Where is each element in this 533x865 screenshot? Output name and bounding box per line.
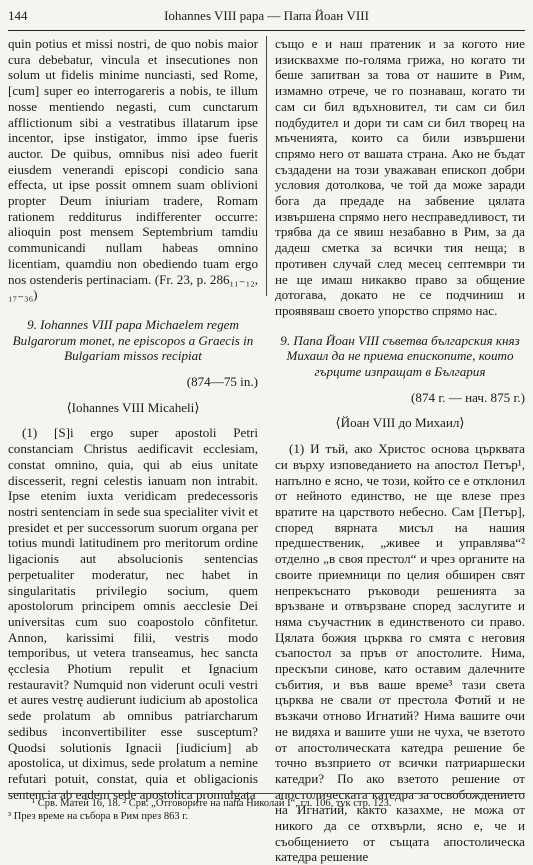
latin-column: [8, 36, 258, 802]
page-number: 144: [8, 8, 28, 23]
header-rule: [8, 30, 525, 31]
bulgarian-section-title: 9. Папа Йоан VIII съветва българския княз Михаил да не приема епископите, които гърците изпращат в България: [280, 332, 520, 380]
bulgarian-date: (874 г. — нач. 875 г.): [411, 389, 525, 405]
running-head: Iohannes VIII papa — Папа Йоан VIII: [164, 8, 369, 23]
bulgarian-body-paragraph: (1) И тъй, ако Христос основа църквата си върху изповеданието на апостол Петър¹, напълно е ясно, че този, който се е отклонил от нейното единство, не ще влезе през вратите на царството небесно. Сам [Петър], според вярната мисъл на нашия предшественик, „живее и управлява“² отделно „в своя престол“ и чрез органите на своите приемници по целия обширен свят непрекъснато ръководи решенията за връзване и отвързване според заслугите и няма съучастник в единственото си право. Цялата божия църква го смята с неговия съапостол за пръв от апостолите. Нима, прескъпи синове, като оставим далечните събития, и във ваше време³ тази света църква не свали от престола Фотий и не възкачи отново Игнатий? Нима вашите очи не видяха и вашите уши не чуха, че взетото от апостолическата катедра решение бе точно възприето от всички патриаршески катедри? По ако взетото решение от апостолическата катедра за освобождението на Игнатий, както казахме, не можа от никого да се отхвърли, ясно е, че и съобщението от същата апостолическа катедра решение: [275, 441, 525, 865]
bulgarian-addressee: ⟨Йоан VIII до Михаил⟩: [335, 415, 465, 431]
latin-continuation-paragraph: quin potius et missi nostri, de quo nobis maior cura debebatur, vincula et insecutiones non solum ut fidelis minime nunciasti, sed Rome, [cum] super eo interrogareris a nobis, te illum nosse mentiendo negasti, cum cunctarum afflictionum sibi a vestratibus illatarum ipse incentor, ipse instigator, immo ipse fueris auctor. De quibus, omnibus nisi adeo fuerit eiusdem venerandi episcopi condicio sana effecta, ut ipse possit omnem suam oblivioni propter Deum iniuriam tradere, Romam rationem redditurus indifferenter occurre: alioquin post mensem Septembrium tamdiu communicandi nullam habeas omnino licentiam, quamdiu non obediendo tuam ergo nos ostenderis pertinaciam. (Fr. 23, p. 286₁₁₋₁₂, ₁₇₋₃₆): [8, 36, 258, 303]
page-header: [8, 5, 525, 27]
latin-body-paragraph: (1) [S]i ergo super apostoli Petri constanciam Christus aedificavit ecclesiam, constat omnino, quia, qui ab eius unitate discesserit, regni celestis ianuam non intrabit. Ipse etenim iuxta veridicam predecessoris nostri sentenciam in sede sua specialiter vivit et presidet et per successorum suorum organa per totius mundi latitudinem pro meritorum ordine ligacionis aut absolucionis sentencias perpetualiter moderatur, nec habet in singularitatis privilegio socium, quem apostolorum principem omnis aecclesie Dei universitas cum suo coapostolo cŏnfitetur. Annon, karissimi filii, vestris modo temporibus, ut vetera transeamus, hec sancta ęcclesia Photium repulit et Ignacium restauravit? Numquid non viderunt oculi vestri et aures vestrę audierunt iudicium ab apostolica sede prolatum ab omnibus patriarcharum sedibus inconvertibiliter esse susceptum? Quodsi solutionis Ignacii [iudicium] ab apostolica, ut diximus, sede prolatum a nemine refutari potuit, constat, quia et obligacionis sentencia ab eadem sede apostolica promulgata: [8, 425, 258, 802]
footnote-line-1: ¹ Срв. Матей 16, 18. ² Срв. „Отговорите на папа Николай I“, гл. 106, тук стр. 123.: [32, 798, 392, 809]
latin-date: (874—75 in.): [186, 374, 258, 390]
column-divider: [266, 36, 267, 296]
footnote-line-2: ³ През време на събора в Рим през 863 г.: [8, 811, 188, 822]
bulgarian-column: [275, 36, 525, 865]
bulgarian-continuation-paragraph: също е и наш пратеник и за когото ние изисквахме по-голяма грижа, но когато ти беше запитван за това от нашите в Рим, измамно отрече, че го познаваш, когато ти сам си бил вдъхновител, ти сам си бил подбудител и дори ти сам си бил творец на мъченията, които са били извършени спрямо него от вашата страна. Ако не бъдат създадени на този уважаван епископ добри условия дотолкова, че той да може заради бога да предаде на забвение цялата извършена спрямо него несправедливост, ти трябва да се явиш незабавно в Рим, за да дадеш сметка за всички тия неща; в противен случай след месец септември ти не ще имаш никакво право за общение дотогава, докато не се подчиниш и проявяваш своето упорство спрямо нас.: [275, 36, 525, 318]
latin-section-title: 9. Iohannes VIII papa Michaelem regem Bulgarorum monet, ne episcopos a Graecis in Bulgariam missos recipiat: [12, 316, 254, 364]
latin-addressee: ⟨Iohannes VIII Micaheli⟩: [66, 399, 200, 415]
footnotes: [8, 793, 525, 823]
